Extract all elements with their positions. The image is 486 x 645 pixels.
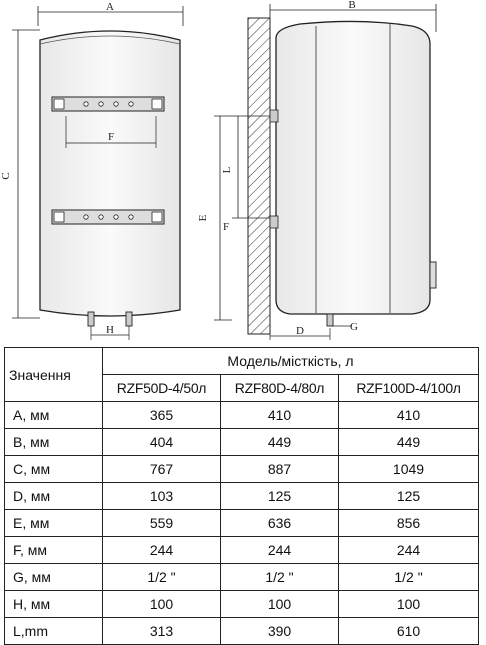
dimension-label-g: G xyxy=(350,321,358,333)
table-row xyxy=(5,483,479,510)
table-cell: 100 xyxy=(339,591,479,618)
dimension-label-f-side: F xyxy=(222,221,230,233)
front-view xyxy=(0,1,183,340)
table-cell: 856 xyxy=(339,510,479,537)
table-cell: 410 xyxy=(339,402,479,429)
side-tank-body xyxy=(276,21,430,314)
table-cell: 636 xyxy=(221,510,339,537)
table-row xyxy=(5,456,479,483)
upper-mounting-bracket xyxy=(52,97,164,111)
front-outlet-pipe xyxy=(126,312,132,326)
row-label: L,mm xyxy=(5,618,103,645)
table-cell: 887 xyxy=(221,456,339,483)
model-column-header: RZF100D-4/100л xyxy=(339,375,479,402)
dimension-label-a: A xyxy=(106,1,114,13)
table-row xyxy=(5,510,479,537)
table-cell: 1049 xyxy=(339,456,479,483)
front-tank-body xyxy=(40,31,180,316)
table-cell: 313 xyxy=(103,618,221,645)
thermostat-knob xyxy=(430,262,436,288)
table-cell: 100 xyxy=(221,591,339,618)
table-row xyxy=(5,537,479,564)
dimensions-table xyxy=(4,347,479,645)
side-view xyxy=(197,0,436,340)
table-cell: 244 xyxy=(103,537,221,564)
table-cell: 449 xyxy=(221,429,339,456)
table-corner-label: Значення xyxy=(5,348,103,402)
table-cell: 125 xyxy=(221,483,339,510)
table-cell: 244 xyxy=(339,537,479,564)
table-cell: 559 xyxy=(103,510,221,537)
row-label: G, мм xyxy=(5,564,103,591)
row-label: E, мм xyxy=(5,510,103,537)
table-cell: 449 xyxy=(339,429,479,456)
row-label: H, мм xyxy=(5,591,103,618)
table-cell: 1/2 " xyxy=(103,564,221,591)
table-cell: 767 xyxy=(103,456,221,483)
dimension-label-e: E xyxy=(197,214,209,222)
table-row xyxy=(5,591,479,618)
table-cell: 365 xyxy=(103,402,221,429)
model-column-header: RZF50D-4/50л xyxy=(103,375,221,402)
table-cell: 125 xyxy=(339,483,479,510)
dimension-label-d: D xyxy=(296,325,304,337)
dimension-label-f-front: F xyxy=(107,131,115,143)
table-cell: 244 xyxy=(221,537,339,564)
row-label: B, мм xyxy=(5,429,103,456)
table-cell: 404 xyxy=(103,429,221,456)
table-cell: 390 xyxy=(221,618,339,645)
dimension-label-c: C xyxy=(0,172,12,180)
side-pipe xyxy=(327,314,333,326)
table-row xyxy=(5,429,479,456)
table-cell: 610 xyxy=(339,618,479,645)
dimension-label-h: H xyxy=(106,324,114,336)
table-cell: 410 xyxy=(221,402,339,429)
front-inlet-pipe xyxy=(88,312,94,326)
row-label: A, мм xyxy=(5,402,103,429)
table-row xyxy=(5,564,479,591)
table-cell: 103 xyxy=(103,483,221,510)
dimension-label-l: L xyxy=(221,166,233,174)
dimension-label-b: B xyxy=(348,0,356,11)
row-label: D, мм xyxy=(5,483,103,510)
table-row xyxy=(5,618,479,645)
row-label: F, мм xyxy=(5,537,103,564)
model-column-header: RZF80D-4/80л xyxy=(221,375,339,402)
model-group-header: Модель/місткість, л xyxy=(103,348,479,375)
table-cell: 1/2 " xyxy=(339,564,479,591)
table-cell: 1/2 " xyxy=(221,564,339,591)
table-cell: 100 xyxy=(103,591,221,618)
row-label: C, мм xyxy=(5,456,103,483)
table-row xyxy=(5,402,479,429)
wall xyxy=(248,18,270,334)
lower-mounting-bracket xyxy=(52,210,164,224)
